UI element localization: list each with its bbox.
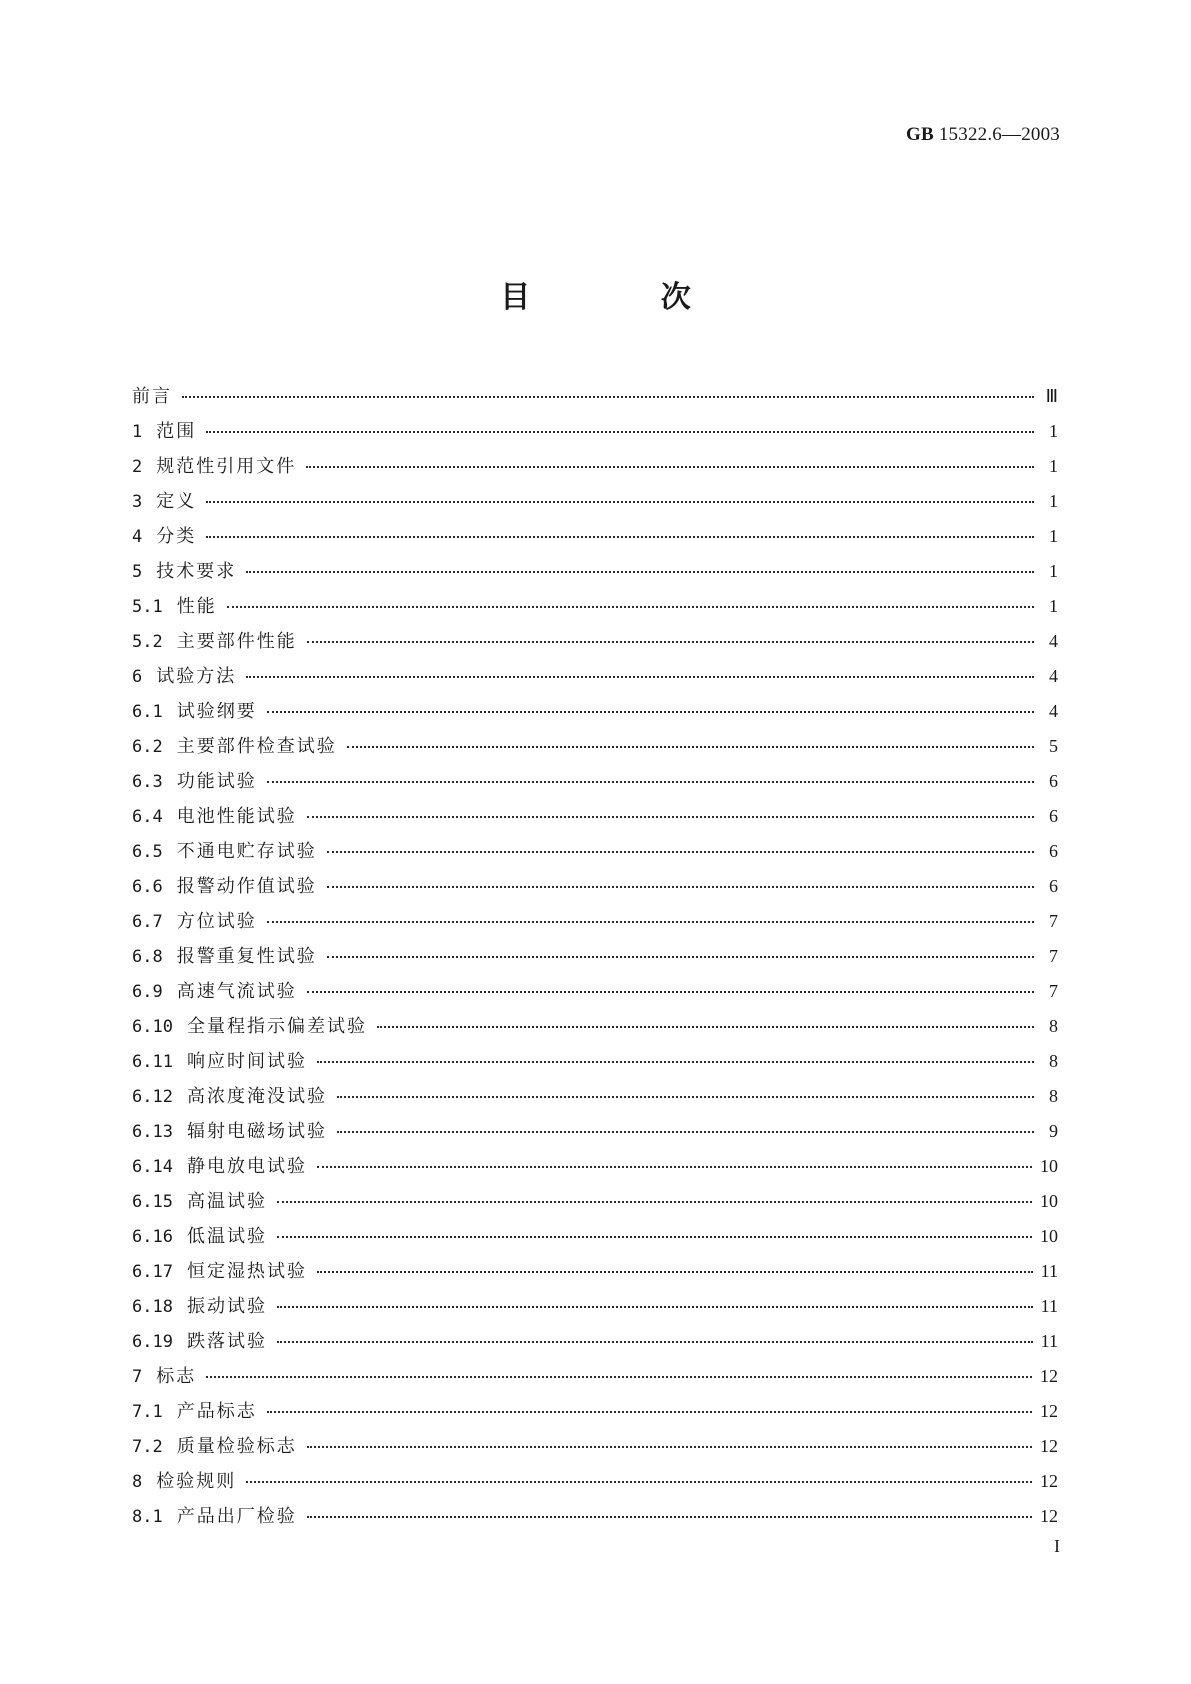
toc-entry-page: 8 xyxy=(1049,1086,1058,1106)
toc-entry-label: 振动试验 xyxy=(186,1296,267,1317)
toc-dot-leader xyxy=(267,780,1034,783)
toc-entry[interactable] xyxy=(132,697,1058,732)
toc-dot-leader xyxy=(307,990,1034,993)
toc-dot-leader xyxy=(327,955,1034,958)
toc-entry-page: 1 xyxy=(1049,526,1058,546)
toc-entry-label: 产品出厂检验 xyxy=(176,1506,297,1527)
toc-entry[interactable] xyxy=(132,907,1058,942)
toc-dot-leader xyxy=(317,1165,1032,1168)
toc-entry-number: 1 xyxy=(132,422,143,442)
toc-entry[interactable] xyxy=(132,662,1058,697)
toc-dot-leader xyxy=(377,1025,1034,1028)
toc-entry-label: 产品标志 xyxy=(176,1401,257,1422)
toc-entry[interactable] xyxy=(132,1502,1058,1537)
toc-entry[interactable] xyxy=(132,802,1058,837)
toc-entry-label: 高温试验 xyxy=(186,1191,267,1212)
toc-entry[interactable] xyxy=(132,872,1058,907)
toc-entry-number: 6.15 xyxy=(132,1192,173,1212)
toc-entry-page: 4 xyxy=(1049,631,1058,651)
toc-dot-leader xyxy=(277,1235,1032,1238)
toc-entry-number: 6.11 xyxy=(132,1052,173,1072)
toc-entry-number: 6.4 xyxy=(132,807,163,827)
toc-dot-leader xyxy=(277,1200,1032,1203)
toc-entry[interactable] xyxy=(132,487,1058,522)
toc-entry-number: 5.2 xyxy=(132,632,163,652)
toc-entry-label: 前言 xyxy=(132,386,172,407)
toc-entry-label: 检验规则 xyxy=(156,1471,237,1492)
toc-entry-number: 8 xyxy=(132,1472,143,1492)
toc-entry-label: 静电放电试验 xyxy=(186,1156,307,1177)
toc-entry-page: 1 xyxy=(1049,421,1058,441)
toc-entry-label: 质量检验标志 xyxy=(176,1436,297,1457)
toc-entry[interactable] xyxy=(132,1327,1058,1362)
toc-entry-label: 跌落试验 xyxy=(186,1331,267,1352)
toc-dot-leader xyxy=(317,1060,1034,1063)
toc-entry-number: 6.8 xyxy=(132,947,163,967)
toc-entry-number: 4 xyxy=(132,527,143,547)
toc-dot-leader xyxy=(206,535,1034,538)
page-folio: I xyxy=(1054,1536,1060,1556)
toc-entry[interactable] xyxy=(132,767,1058,802)
toc-entry-label: 报警动作值试验 xyxy=(176,876,317,897)
toc-entry-number: 6.16 xyxy=(132,1227,173,1247)
toc-dot-leader xyxy=(182,395,1034,398)
toc-entry-number: 6.14 xyxy=(132,1157,173,1177)
toc-entry-number: 8.1 xyxy=(132,1507,163,1527)
toc-entry[interactable] xyxy=(132,837,1058,872)
toc-entry-label: 响应时间试验 xyxy=(186,1051,307,1072)
toc-entry-number: 6.5 xyxy=(132,842,163,862)
toc-entry-label: 试验纲要 xyxy=(176,701,257,722)
toc-entry[interactable] xyxy=(132,1397,1058,1432)
toc-dot-leader xyxy=(246,570,1034,573)
toc-entry-number: 7.1 xyxy=(132,1402,163,1422)
toc-entry-label: 主要部件性能 xyxy=(176,631,297,652)
toc-entry-label: 高速气流试验 xyxy=(176,981,297,1002)
toc-entry[interactable] xyxy=(132,557,1058,592)
toc-dot-leader xyxy=(337,1130,1034,1133)
toc-entry-label: 电池性能试验 xyxy=(176,806,297,827)
toc-dot-leader xyxy=(206,1375,1032,1378)
toc-entry[interactable] xyxy=(132,1152,1058,1187)
toc-entry-page: 6 xyxy=(1049,841,1058,861)
toc-dot-leader xyxy=(267,1410,1032,1413)
toc-entry-number: 6.10 xyxy=(132,1017,173,1037)
toc-entry-number: 6.13 xyxy=(132,1122,173,1142)
toc-entry-page: 4 xyxy=(1049,701,1058,721)
toc-entry-number: 6.1 xyxy=(132,702,163,722)
toc-entry[interactable] xyxy=(132,627,1058,662)
toc-entry[interactable] xyxy=(132,382,1058,417)
toc-entry-page: 1 xyxy=(1049,596,1058,616)
toc-entry-number: 5 xyxy=(132,562,143,582)
toc-entry-page: 12 xyxy=(1040,1506,1058,1526)
toc-entry-label: 标志 xyxy=(156,1366,197,1387)
toc-dot-leader xyxy=(307,1445,1032,1448)
toc-entry-label: 试验方法 xyxy=(156,666,237,687)
toc-entry-page: 6 xyxy=(1049,876,1058,896)
toc-entry-number: 5.1 xyxy=(132,597,163,617)
toc-entry-label: 主要部件检查试验 xyxy=(176,736,337,757)
toc-entry-page: 7 xyxy=(1049,981,1058,1001)
toc-entry-page: 6 xyxy=(1049,771,1058,791)
toc-entry-label: 规范性引用文件 xyxy=(156,456,297,477)
toc-entry[interactable] xyxy=(132,732,1058,767)
toc-entry-page: 12 xyxy=(1040,1436,1058,1456)
toc-entry-number: 2 xyxy=(132,457,143,477)
toc-entry-label: 高浓度淹没试验 xyxy=(186,1086,327,1107)
toc-entry-number: 6 xyxy=(132,667,143,687)
toc-entry[interactable] xyxy=(132,1047,1058,1082)
toc-entry-number: 7 xyxy=(132,1367,143,1387)
toc-dot-leader xyxy=(337,1095,1034,1098)
toc-dot-leader xyxy=(206,430,1034,433)
toc-entry-page: 1 xyxy=(1049,456,1058,476)
toc-entry-label: 技术要求 xyxy=(156,561,237,582)
toc-dot-leader xyxy=(227,605,1034,608)
table-of-contents xyxy=(132,382,1058,1537)
toc-dot-leader xyxy=(267,710,1034,713)
toc-entry[interactable] xyxy=(132,1292,1058,1327)
toc-entry[interactable] xyxy=(132,1467,1058,1502)
toc-entry-page: 1 xyxy=(1049,561,1058,581)
toc-entry-number: 6.6 xyxy=(132,877,163,897)
toc-entry[interactable] xyxy=(132,522,1058,557)
toc-entry[interactable] xyxy=(132,1012,1058,1047)
toc-dot-leader xyxy=(267,920,1034,923)
toc-dot-leader xyxy=(317,1270,1033,1273)
toc-entry-number: 6.3 xyxy=(132,772,163,792)
toc-entry-page: 12 xyxy=(1040,1366,1058,1386)
toc-entry[interactable] xyxy=(132,417,1058,452)
toc-dot-leader xyxy=(306,465,1034,468)
toc-entry-page: Ⅲ xyxy=(1045,386,1058,406)
toc-entry-label: 辐射电磁场试验 xyxy=(186,1121,327,1142)
toc-entry-label: 不通电贮存试验 xyxy=(176,841,317,862)
toc-entry[interactable] xyxy=(132,592,1058,627)
toc-entry-page: 11 xyxy=(1040,1331,1058,1351)
toc-entry[interactable] xyxy=(132,942,1058,977)
page-title: 目 次 xyxy=(500,280,751,315)
toc-entry-label: 范围 xyxy=(156,421,197,442)
toc-entry-page: 1 xyxy=(1049,491,1058,511)
toc-entry-label: 全量程指示偏差试验 xyxy=(186,1016,367,1037)
toc-dot-leader xyxy=(327,885,1034,888)
toc-entry-number: 6.19 xyxy=(132,1332,173,1352)
toc-entry-label: 低温试验 xyxy=(186,1226,267,1247)
toc-entry-page: 6 xyxy=(1049,806,1058,826)
toc-entry-page: 8 xyxy=(1049,1016,1058,1036)
toc-entry-number: 6.2 xyxy=(132,737,163,757)
toc-dot-leader xyxy=(246,675,1034,678)
toc-entry[interactable] xyxy=(132,977,1058,1012)
toc-entry-number: 3 xyxy=(132,492,143,512)
toc-entry-page: 7 xyxy=(1049,911,1058,931)
toc-entry[interactable] xyxy=(132,1082,1058,1117)
toc-entry-label: 恒定湿热试验 xyxy=(186,1261,307,1282)
toc-entry[interactable] xyxy=(132,1187,1058,1222)
toc-dot-leader xyxy=(307,1515,1032,1518)
toc-entry-label: 定义 xyxy=(156,491,197,512)
toc-entry-page: 12 xyxy=(1040,1401,1058,1421)
toc-entry[interactable] xyxy=(132,1222,1058,1257)
toc-dot-leader xyxy=(307,815,1034,818)
standard-prefix: GB xyxy=(906,124,934,145)
toc-entry-label: 性能 xyxy=(176,596,217,617)
toc-entry-page: 12 xyxy=(1040,1471,1058,1491)
standard-code xyxy=(906,124,1060,146)
toc-entry[interactable] xyxy=(132,1362,1058,1397)
toc-dot-leader xyxy=(246,1480,1032,1483)
toc-entry-page: 9 xyxy=(1049,1121,1058,1141)
toc-entry-number: 6.12 xyxy=(132,1087,173,1107)
toc-entry-number: 7.2 xyxy=(132,1437,163,1457)
toc-entry-page: 10 xyxy=(1040,1156,1058,1176)
toc-dot-leader xyxy=(327,850,1034,853)
standard-number: 15322.6—2003 xyxy=(938,124,1060,145)
toc-dot-leader xyxy=(347,745,1034,748)
toc-entry-page: 8 xyxy=(1049,1051,1058,1071)
toc-dot-leader xyxy=(277,1305,1033,1308)
toc-dot-leader xyxy=(277,1340,1033,1343)
toc-entry-page: 11 xyxy=(1040,1261,1058,1281)
toc-entry-number: 6.9 xyxy=(132,982,163,1002)
toc-entry[interactable] xyxy=(132,1432,1058,1467)
toc-entry[interactable] xyxy=(132,452,1058,487)
toc-entry-page: 7 xyxy=(1049,946,1058,966)
toc-entry-label: 报警重复性试验 xyxy=(176,946,317,967)
toc-entry-page: 5 xyxy=(1049,736,1058,756)
toc-entry-number: 6.17 xyxy=(132,1262,173,1282)
toc-entry-label: 功能试验 xyxy=(176,771,257,792)
toc-entry-page: 10 xyxy=(1040,1191,1058,1211)
toc-entry[interactable] xyxy=(132,1117,1058,1152)
toc-entry-page: 4 xyxy=(1049,666,1058,686)
toc-entry-label: 方位试验 xyxy=(176,911,257,932)
toc-entry-page: 10 xyxy=(1040,1226,1058,1246)
toc-entry[interactable] xyxy=(132,1257,1058,1292)
toc-dot-leader xyxy=(206,500,1034,503)
toc-entry-number: 6.7 xyxy=(132,912,163,932)
toc-entry-page: 11 xyxy=(1040,1296,1058,1316)
toc-entry-label: 分类 xyxy=(156,526,197,547)
toc-dot-leader xyxy=(307,640,1034,643)
toc-entry-number: 6.18 xyxy=(132,1297,173,1317)
